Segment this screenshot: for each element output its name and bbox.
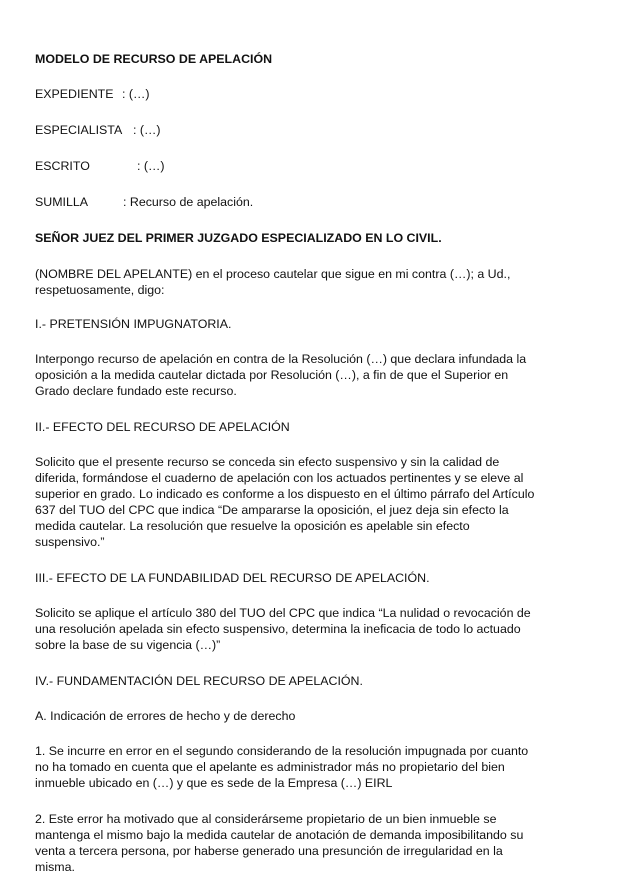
point-2-paragraph <box>35 811 548 875</box>
section-body-pretension <box>35 351 548 399</box>
text-line: suspensivo.” <box>35 535 105 549</box>
meta-label: ESCRITO <box>35 159 90 173</box>
text-line: venta a tercera persona, por haberse generado una presunción de irregularidad en la <box>35 844 503 858</box>
meta-row-expediente <box>35 86 548 102</box>
text-line: medida cautelar. La resolución que resuelve la oposición es apelable sin efecto <box>35 519 470 533</box>
text-line: Interpongo recurso de apelación en contra de la Resolución (…) que declara infundada la <box>35 352 527 366</box>
text-line: una resolución apelada sin efecto suspensivo, determina la ineficacia de todo lo actuado <box>35 622 521 636</box>
section-heading-pretension: I.- PRETENSIÓN IMPUGNATORIA. <box>35 317 232 331</box>
text-line: superior en grado. Lo indicado es conforme a los dispuesto en el último párrafo del Artículo <box>35 487 535 501</box>
text-line: mantenga el mismo bajo la medida cautelar de anotación de demanda imposibilitando su <box>35 828 524 842</box>
subsection-heading-errores: A. Indicación de errores de hecho y de derecho <box>35 709 296 723</box>
section-heading-fundamentacion: IV.- FUNDAMENTACIÓN DEL RECURSO DE APELACIÓN. <box>35 674 363 688</box>
intro-paragraph <box>35 266 548 298</box>
section-body-efecto <box>35 454 548 550</box>
meta-value: : (…) <box>122 87 150 101</box>
meta-label: ESPECIALISTA <box>35 123 123 137</box>
text-line: Solicito se aplique el artículo 380 del TUO del CPC que indica “La nulidad o revocación de <box>35 606 531 620</box>
section-heading-efecto: II.- EFECTO DEL RECURSO DE APELACIÓN <box>35 420 290 434</box>
text-line: Grado declare fundado este recurso. <box>35 384 237 398</box>
text-line: diferida, formándose el cuaderno de apelación con los actuados pertinentes y se eleve al <box>35 471 524 485</box>
section-heading-fundabilidad: III.- EFECTO DE LA FUNDABILIDAD DEL RECURSO DE APELACIÓN. <box>35 571 430 585</box>
addressee: SEÑOR JUEZ DEL PRIMER JUZGADO ESPECIALIZADO EN LO CIVIL. <box>35 231 442 245</box>
document-title: MODELO DE RECURSO DE APELACIÓN <box>35 52 273 66</box>
meta-row-especialista <box>35 122 548 138</box>
text-line: inmueble ubicado en (…) y que es sede de la Empresa (…) EIRL <box>35 776 393 790</box>
section-body-fundabilidad <box>35 605 548 653</box>
text-line: oposición a la medida cautelar dictada por Resolución (…), a fin de que el Superior en <box>35 368 509 382</box>
text-line: Solicito que el presente recurso se conceda sin efecto suspensivo y sin la calidad de <box>35 455 500 469</box>
text-line: no ha tomado en cuenta que el apelante es administrador más no propietario del bien <box>35 760 505 774</box>
meta-label: SUMILLA <box>35 195 89 209</box>
text-line: respetuosamente, digo: <box>35 283 165 297</box>
meta-row-sumilla <box>35 194 548 210</box>
point-1-paragraph <box>35 743 548 791</box>
meta-value: : (…) <box>133 123 161 137</box>
text-line: sobre la base de su vigencia (…)” <box>35 638 221 652</box>
meta-row-escrito <box>35 158 548 174</box>
meta-value: : (…) <box>137 159 165 173</box>
text-line: (NOMBRE DEL APELANTE) en el proceso cautelar que sigue en mi contra (…); a Ud., <box>35 267 511 281</box>
text-line: 1. Se incurre en error en el segundo considerando de la resolución impugnada por cuanto <box>35 744 529 758</box>
text-line: 637 del TUO del CPC que indica “De ampararse la oposición, el juez deja sin efecto la <box>35 503 509 517</box>
text-line: misma. <box>35 860 75 874</box>
meta-value: : Recurso de apelación. <box>123 195 254 209</box>
meta-label: EXPEDIENTE <box>35 87 114 101</box>
text-line: 2. Este error ha motivado que al considerárseme propietario de un bien inmueble se <box>35 812 497 826</box>
